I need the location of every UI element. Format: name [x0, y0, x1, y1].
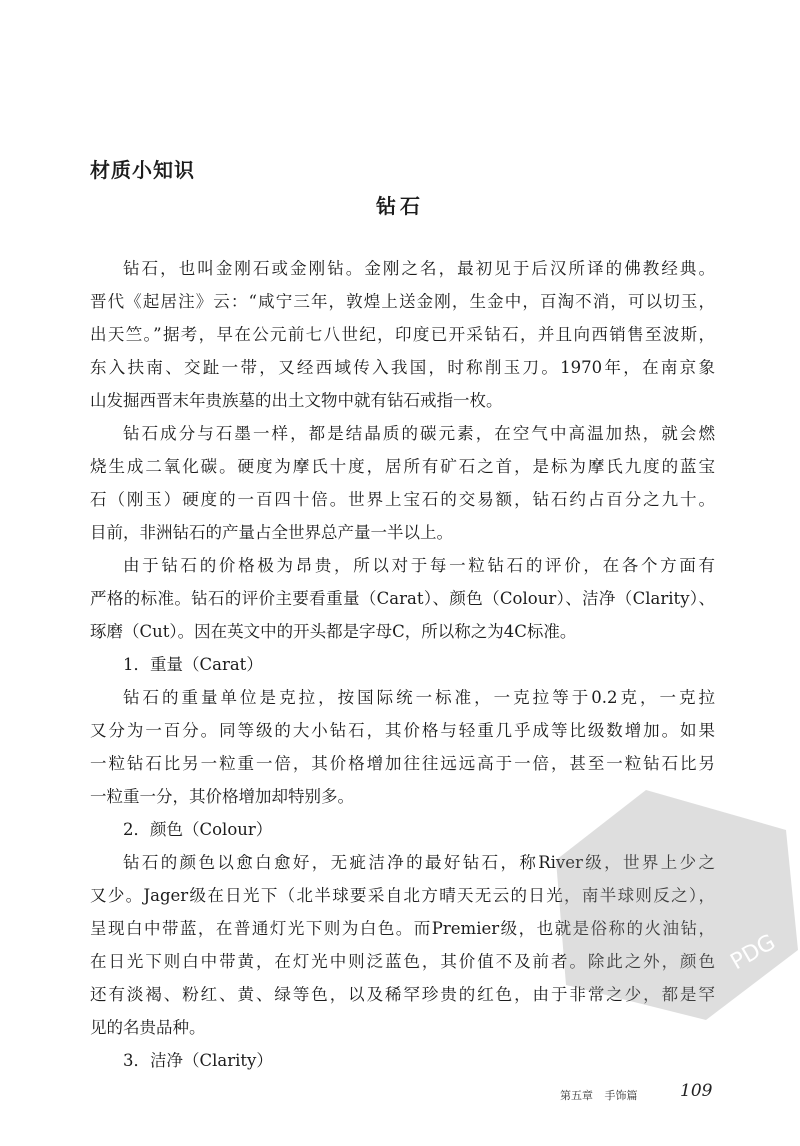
- section-label: 手饰篇: [604, 1089, 638, 1102]
- text-line: 晋代《起居注》云：“咸宁三年，敦煌上送金刚，生金中，百淘不消，可以切玉，: [90, 292, 715, 311]
- text-line: 在日光下则白中带黄，在灯光中则泛蓝色，其价值不及前者。除此之外，颜色: [90, 952, 715, 971]
- text-line: 由于钻石的价格极为昂贵，所以对于每一粒钻石的评价，在各个方面有: [123, 556, 715, 575]
- page-footer: [560, 1087, 638, 1103]
- text-line: 又少。Jager级在日光下（北半球要采自北方晴天无云的日光，南半球则反之），: [90, 886, 715, 905]
- text-line: 山发掘西晋末年贵族墓的出土文物中就有钻石戒指一枚。: [90, 391, 503, 410]
- section-heading: 材质小知识: [90, 158, 195, 182]
- text-line: 出天竺。”据考，早在公元前七八世纪，印度已开采钻石，并且向西销售至波斯，: [90, 325, 715, 344]
- text-line: 东入扶南、交趾一带，又经西域传入我国，时称削玉刀。1970年，在南京象: [90, 358, 715, 377]
- page-number: 109: [680, 1081, 713, 1101]
- watermark-stamp-icon: [536, 770, 800, 1040]
- text-line: 还有淡褐、粉红、黄、绿等色，以及稀罕珍贵的红色，由于非常之少，都是罕: [90, 985, 715, 1004]
- text-line: 目前，非洲钻石的产量占全世界总产量一半以上。: [90, 523, 453, 542]
- chapter-label: 第五章: [560, 1089, 593, 1102]
- text-line: 钻石的重量单位是克拉，按国际统一标准，一克拉等于0.2克，一克拉: [123, 688, 715, 707]
- text-line: 钻石成分与石墨一样，都是结晶质的碳元素，在空气中高温加热，就会燃: [123, 424, 715, 443]
- text-line: 钻石的颜色以愈白愈好，无疵洁净的最好钻石，称River级，世界上少之: [123, 853, 715, 872]
- list-heading: 3．洁净（Clarity）: [123, 1051, 273, 1070]
- text-line: 见的名贵品种。: [90, 1018, 206, 1037]
- text-line: 一粒重一分，其价格增加却特别多。: [90, 787, 354, 806]
- article-title: 钻石: [376, 194, 424, 218]
- text-line: 烧生成二氧化碳。硬度为摩氏十度，居所有矿石之首，是标为摩氏九度的蓝宝: [90, 457, 715, 476]
- text-line: 钻石，也叫金刚石或金刚钻。金刚之名，最初见于后汉所译的佛教经典。: [123, 259, 715, 278]
- watermark-text: PDG: [726, 929, 780, 976]
- text-line: 石（刚玉）硬度的一百四十倍。世界上宝石的交易额，钻石约占百分之九十。: [90, 490, 715, 509]
- text-line: 一粒钻石比另一粒重一倍，其价格增加往往远远高于一倍，甚至一粒钻石比另: [90, 754, 715, 773]
- list-heading: 1．重量（Carat）: [123, 655, 263, 674]
- text-line: 严格的标准。钻石的评价主要看重量（Carat）、颜色（Colour）、洁净（Clarity）、: [90, 589, 715, 608]
- text-line: 琢磨（Cut）。因在英文中的开头都是字母C，所以称之为4C标准。: [90, 622, 577, 641]
- text-line: 又分为一百分。同等级的大小钻石，其价格与轻重几乎成等比级数增加。如果: [90, 721, 715, 740]
- text-line: 呈现白中带蓝，在普通灯光下则为白色。而Premier级，也就是俗称的火油钻，: [90, 919, 715, 938]
- list-heading: 2．颜色（Colour）: [123, 820, 273, 839]
